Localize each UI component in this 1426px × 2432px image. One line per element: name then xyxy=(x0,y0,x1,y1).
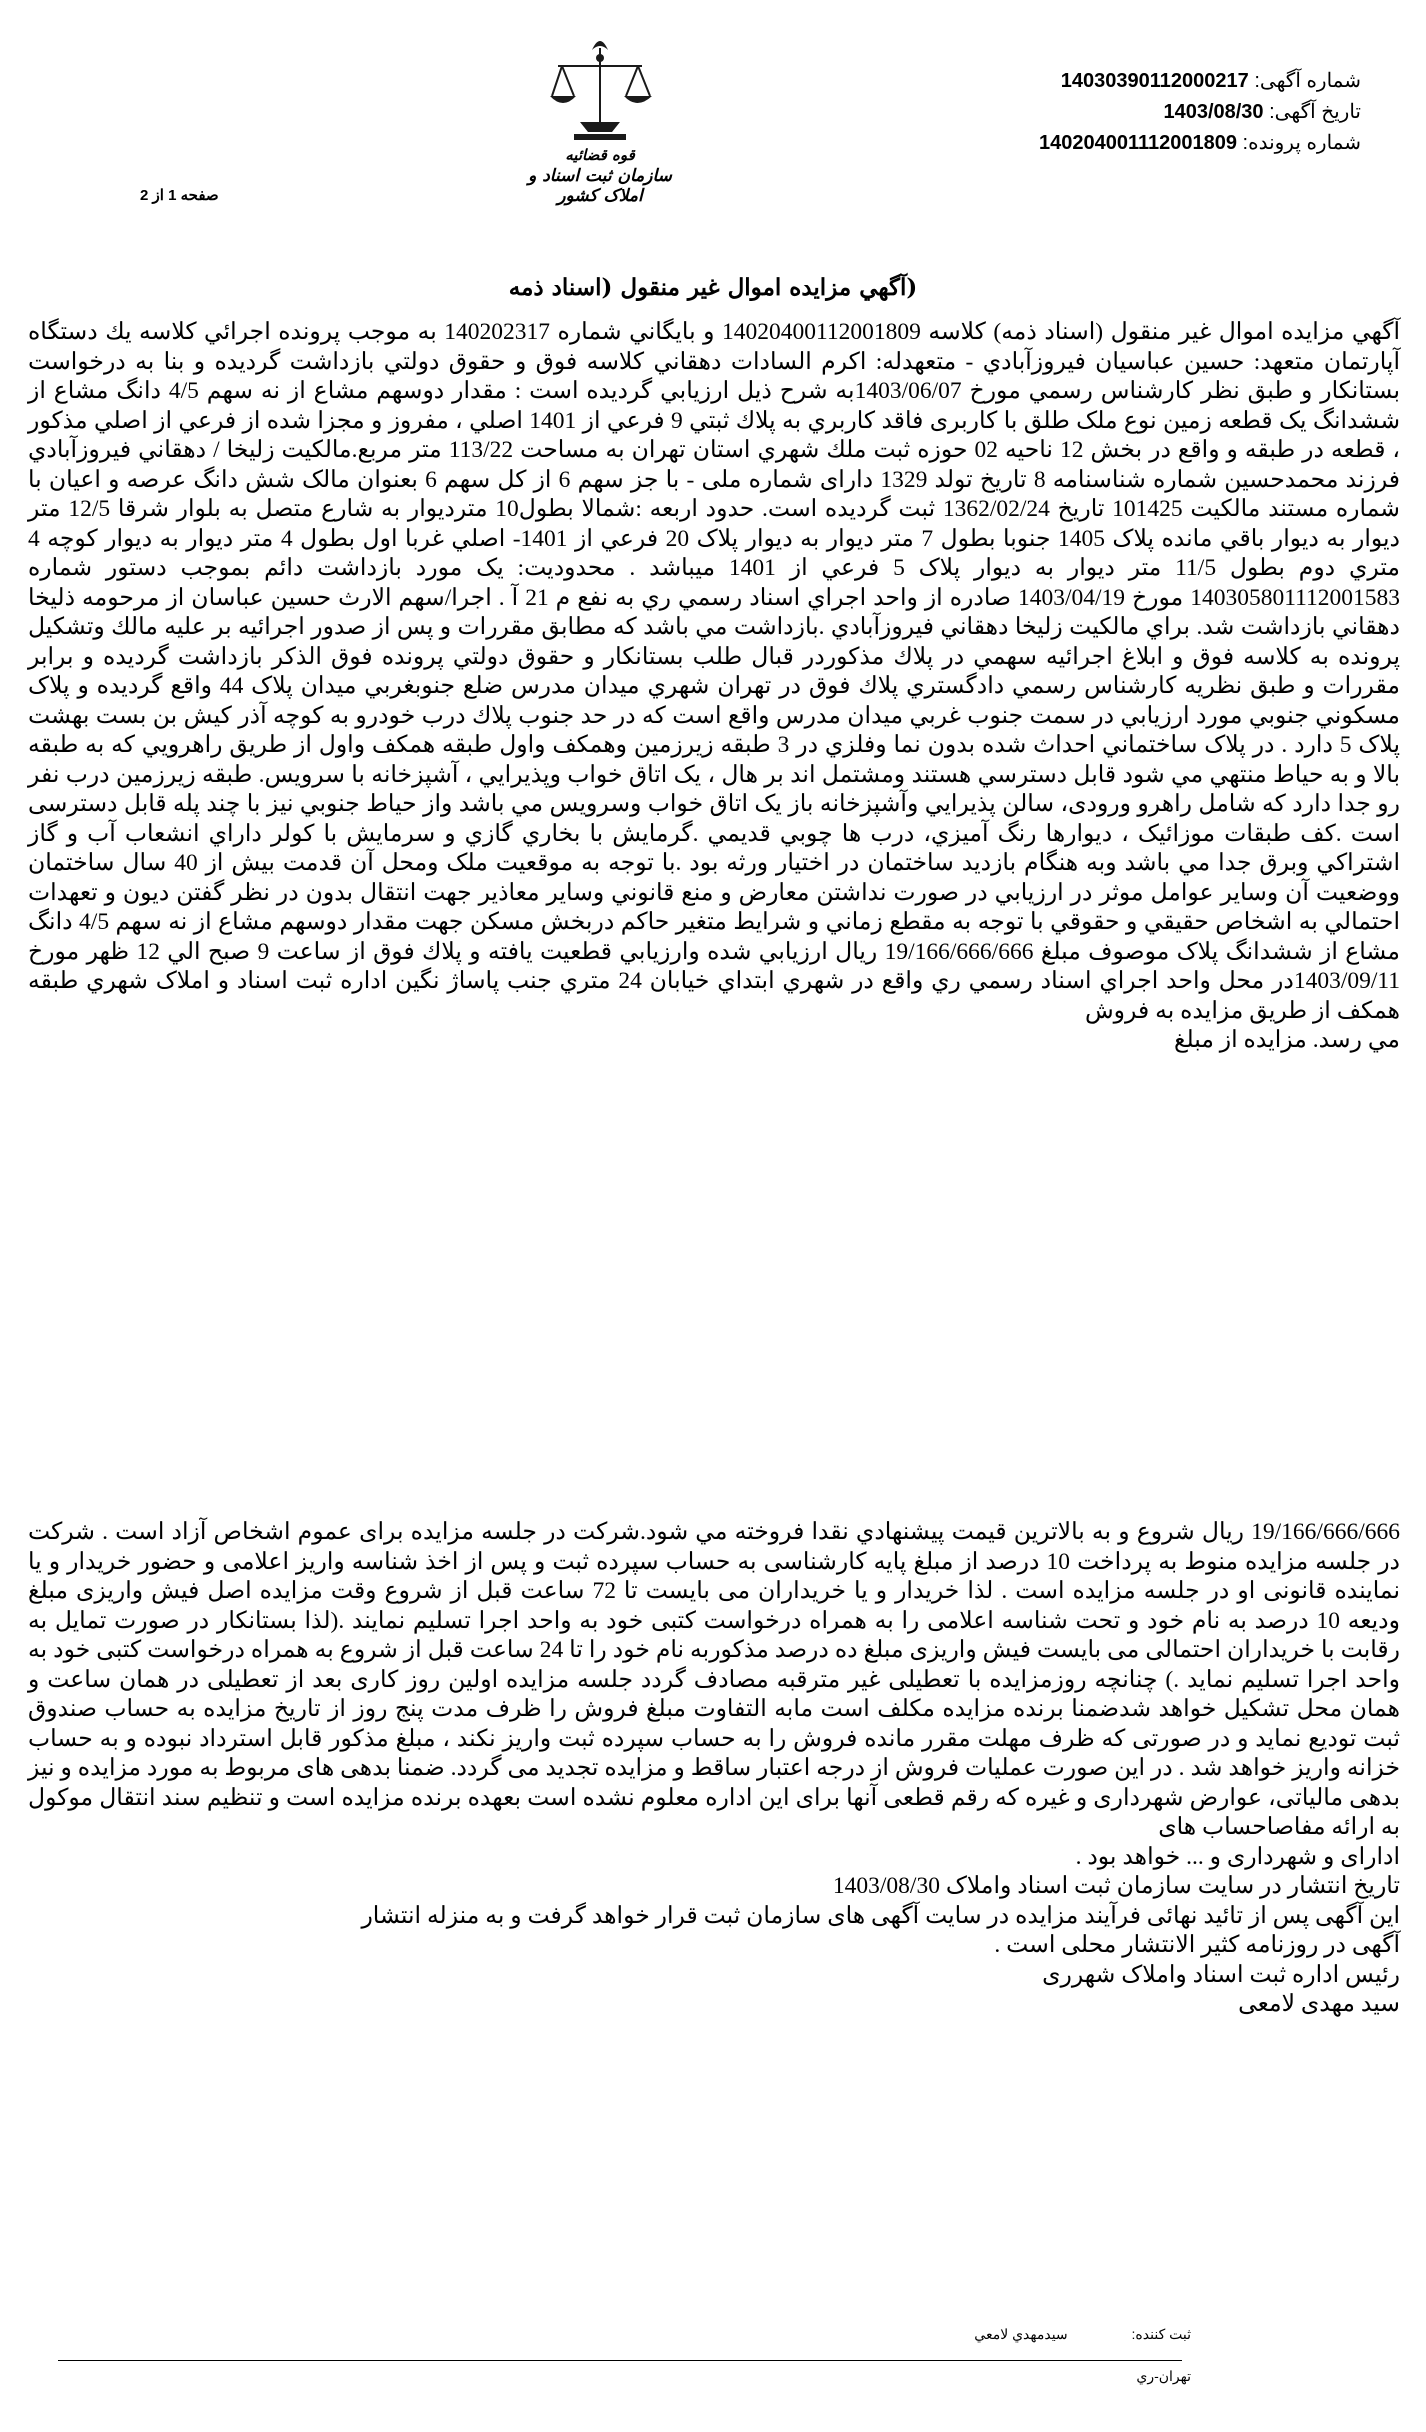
file-number: 140204001112001809 xyxy=(1038,132,1237,154)
body-paragraph-2-end: ادارای و شهرداری و ... خواهد بود . xyxy=(1075,1843,1400,1870)
signer-name: سيد مهدی لامعی xyxy=(1238,1991,1400,2017)
ad-number-row xyxy=(941,66,1361,97)
body-paragraph-1-end: مي رسد. مزايده از مبلغ xyxy=(1173,1027,1400,1053)
notice-line-1: اين آگهی پس از تائيد نهائی فرآيند مزايده در سايت آگهی های سازمان ثبت قرار خواهد گرفت و به منزله انتشار xyxy=(361,1902,1400,1929)
registrar-name: سيدمهدي لامعي xyxy=(974,2326,1068,2342)
ad-meta xyxy=(941,66,1361,159)
logo-text-judiciary: قوه قضائیه xyxy=(565,146,635,164)
ad-number: 14030390112000217 xyxy=(1060,70,1249,92)
notice-title: (آگهي مزايده اموال غير منقول (اسناد ذمه xyxy=(508,274,918,301)
body-paragraph-2: 19/166/666/666 ريال شروع و به بالاترين قيمت پيشنهادي نقدا فروخته مي شود.شرکت در جلسه مزايده برای عموم اشخاص آزاد است . شرکت در جلسه مزايده منوط به پرداخت 10 درصد از مبلغ پايه کارشناسی به حساب سپرده ثبت و پس از اخذ شناسه واريز اعلامی و حضور خريدار و يا نماينده قانونی او در جلسه مزايده است . لذا خريدار و يا خريداران می بايست تا 72 ساعت قبل از شروع وقت مزايده اصل فيش واريزی مبلغ وديعه 10 درصد به نام خود و تحت شناسه اعلامی را به همراه درخواست کتبی خود به واحد اجرا تسليم نمايند .(لذا بستانکار در صورت تمايل به رقابت با خريداران احتمالی می بايست فيش واريزی مبلغ ده درصد مذکوربه نام خود را تا 24 ساعت قبل از شروع به همراه درخواست کتبی خود به واحد اجرا تسليم نمايد .) چنانچه روزمزايده با تعطيلی غير مترقبه مصادف گردد جلسه مزايده اولين روز کاری بعد از تعطيلی در همان ساعت و همان محل تشکيل خواهد شدضمنا برنده مزايده مکلف است مابه التفاوت مبلغ فروش را ظرف مدت پنج روز از تاريخ مزايده به حساب صندوق ثبت توديع نمايد و در صورتی که ظرف مهلت مقرر مانده فروش را به حساب سپرده ثبت واريز نکند ، مبلغ مذکور قابل استرداد نبوده و به حساب خزانه واريز خواهد شد . در اين صورت عمليات فروش از درجه اعتبار ساقط و مزايده تجديد می گردد. ضمنا بدهی های مربوط به مورد مزايده و نيز بدهی مالياتی، عوارض شهرداری و غيره که رقم قطعی آنها برای اين اداره معلوم نشده است بعهده برنده مزايده است و تنظيم سند انتقال موکول به ارائه مفاصاحساب های xyxy=(28,1519,1401,1840)
scales-emblem-icon xyxy=(540,30,660,150)
footer-city: تهران-ري xyxy=(1136,2368,1191,2384)
ad-date: 1403/08/30 xyxy=(1163,101,1264,123)
ad-date-row xyxy=(941,97,1361,128)
ad-date-label: تاریخ آگهی: xyxy=(1269,101,1361,123)
body-paragraph-1: آگهي مزايده اموال غير منقول (اسناد ذمه) كلاسه 14020400112001809 و بايگاني شماره 140202317 به موجب پرونده اجرائي كلاسه يك دستگاه آپارتمان متعهد: حسين عباسيان فيروزآبادي - متعهدله: اكرم السادات دهقاني كلاسه فوق و حقوق دولتي بازداشت گرديده و بنا به درخواست بستانكار و طبق نظر كارشناس رسمي مورخ 1403/06/07به شرح ذيل ارزيابي گرديده است : مقدار دوسهم مشاع از نه سهم 4/5 دانگ مشاع از ششدانگ يک قطعه زمين نوع ملک طلق با کاربری فاقد کاربري به پلاك ثبتي 9 فرعي از 1401 اصلي ، مفروز و مجزا شده از فرعي از اصلي مذكور ، قطعه در طبقه و واقع در بخش 12 ناحيه 02 حوزه ثبت ملك شهري استان تهران به مساحت 113/22 متر مربع.مالكيت زليخا / دهقاني فيروزآبادي فرزند محمدحسين شماره شناسنامه 8 تاريخ تولد 1329 دارای شماره ملی - با جز سهم 6 از كل سهم 6 بعنوان مالک شش دانگ عرصه و اعيان با شماره مستند مالكيت 101425 تاريخ 1362/02/24 ثبت گرديده است. حدود اربعه :شمالا بطول10 مترديوار به شارع متصل به بلوار شرقا 12/5 متر ديوار به ديوار باقي مانده پلاک 1405 جنوبا بطول 7 متر ديوار به ديوار پلاک 20 فرعي از 1401- اصلي غربا اول بطول 4 متر ديوار به ديوار کوچه 4 متري دوم بطول 11/5 متر ديوار به ديوار پلاک 5 فرعي از 1401 ميباشد . محدوديت: يک مورد بازداشت دائم بموجب دستور شماره 140305801112001583 مورخ 1403/04/19 صادره از واحد اجراي اسناد رسمي ري به نفع م 21 آ . اجرا/سهم الارث حسين عباسان از مرحومه ذليخا دهقاني بازداشت شد. براي مالکيت زليخا دهقاني فيروزآبادي .بازداشت مي باشد كه مطابق مقررات و پس از صدور اجرائيه بر عليه مالك وتشكيل پرونده به كلاسه فوق و ابلاغ اجرائيه سهمي در پلاك مذكوردر قبال طلب بستانكار و حقوق دولتي پرونده فوق الذكر بازداشت گرديده و برابر مقررات و طبق نظريه كارشناس رسمي دادگستري پلاك فوق در تهران شهري ميدان مدرس ضلع جنوبغربي ميدان پلاک 44 واقع گرديده و پلاک مسكوني جنوبي مورد ارزيابي در سمت جنوب غربي ميدان مدرس واقع است كه در حد جنوب پلاك درب خودرو به كوچه آذر كيش بن بست بهشت پلاک 5 دارد . در پلاک ساختماني احداث شده بدون نما وفلزي در 3 طبقه زيرزمين وهمكف واول طبقه همكف واول از طريق راهرويي كه به طبقه بالا و به حياط منتهي مي شود قابل دسترسي هستند ومشتمل اند بر هال ، يک اتاق خواب وپذيرايي ، آشپزخانه با سرويس. طبقه زيرزمين درب نفر رو جدا دارد كه شامل راهرو ورودی، سالن پذيرايي وآشپزخانه باز يک اتاق خواب وسرويس مي باشد واز حياط جنوبي نيز با چند پله قابل دسترسی است .کف طبقات موزائيک ، ديوارها رنگ آميزي، درب ها چوبي قديمي .گرمايش با بخاري گازي و سرمايش با كولر داراي انشعاب آب و گاز اشتراكي وبرق جدا مي باشد وبه هنگام بازديد ساختمان در اختيار ورثه بود .با توجه به موقعيت ملک ومحل آن قدمت بيش از 40 سال ساختمان ووضعيت آن وساير عوامل موثر در ارزيابي در صورت نداشتن معارض و منع قانوني وساير معاذير جهت انتقال بدون در نظر گفتن ديون و تعهدات احتمالي به اشخاص حقيقي و حقوقي با توجه به مقطع زماني و شرايط متغير حاكم دربخش مسكن جهت مقدار دوسهم مشاع از نه سهم 4/5 دانگ مشاع از ششدانگ پلاک موصوف مبلغ 19/166/666/666 ريال ارزيابي شده وارزيابي قطعيت يافته و پلاك فوق از ساعت 9 صبح الي 12 ظهر مورخ 1403/09/11در محل واحد اجراي اسناد رسمي ري واقع در شهري ابتداي خيابان 24 متري جنب پاساژ نگين اداره ثبت اسناد و املاک شهري طبقه همكف از طريق مزايده به فروش xyxy=(28,319,1401,1024)
registrar-label: ثبت کننده: xyxy=(1131,2326,1191,2342)
registrar-row xyxy=(974,2326,1191,2343)
notice-body-part1 xyxy=(28,318,1400,1056)
logo-text-registry: سازمان ثبت اسناد و املاک کشور xyxy=(528,166,672,206)
publish-date-line: تاريخ انتشار در سايت سازمان ثبت اسناد واملاک 1403/08/30 xyxy=(832,1873,1400,1899)
file-number-label: شماره پرونده: xyxy=(1242,132,1361,154)
ad-number-label: شماره آگهی: xyxy=(1254,70,1361,92)
notice-body-part2 xyxy=(28,1518,1400,2020)
judiciary-logo xyxy=(510,30,690,230)
signer-title: رئيس اداره ثبت اسناد واملاک شهرری xyxy=(1042,1961,1400,1988)
footer-divider xyxy=(58,2360,1182,2361)
page-number: صفحه 1 از 2 xyxy=(140,187,219,204)
file-number-row xyxy=(941,128,1361,159)
notice-line-2: آگهی در روزنامه کثير الانتشار محلی است . xyxy=(994,1932,1400,1958)
